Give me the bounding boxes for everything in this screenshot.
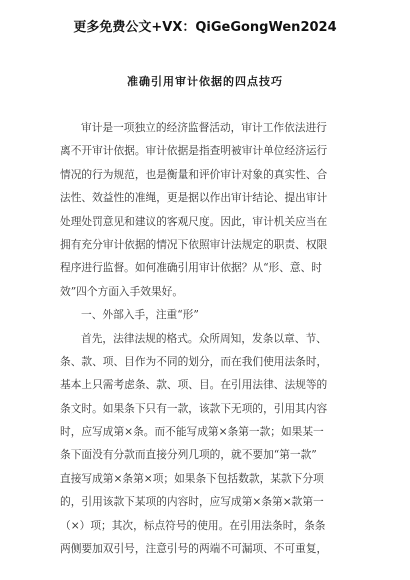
paragraph-line: 的，引用该款下某项的内容时，应写成第×条第×款第一 [60, 495, 324, 509]
paragraph-line: 程序进行监督。如何准确引用审计依据？从“形、意、时 [60, 261, 322, 275]
paragraph-line: 处理处罚意见和建议的客观尺度。因此，审计机关应当在 [60, 214, 328, 228]
paragraph-line: 条下面没有分款而直接分列几项的，就不要加“第一款” [60, 448, 317, 462]
paragraph-line: 情况的行为规范，也是衡量和评价审计对象的真实性、合 [60, 167, 328, 181]
paragraph-line: 首先，法律法规的格式。众所周知，发条以章、节、 [81, 331, 327, 345]
section-heading: 一、外部入手，注重“形” [81, 308, 199, 322]
paragraph-line: （×）项；其次，标点符号的使用。在引用法条时，条条 [60, 518, 326, 532]
paragraph-line: 离不开审计依据。审计依据是指查明被审计单位经济运行 [60, 144, 328, 158]
paragraph-line: 条文时。如果条下只有一款，该款下无项的，引用其内容 [60, 401, 328, 415]
paragraph-line: 条、款、项、目作为不同的划分，而在我们使用法条时， [60, 354, 328, 368]
document-body [60, 116, 352, 560]
paragraph-line: 拥有充分审计依据的情况下依照审计法规定的职责、权限 [60, 237, 328, 251]
paragraph-line: 效”四个方面入手效果好。 [60, 284, 184, 298]
paragraph-line: 两侧要加双引号，注意引号的两端不可漏项、不可重复， [60, 542, 328, 556]
paragraph-line: 审计是一项独立的经济监督活动，审计工作依法进行 [81, 121, 327, 134]
paragraph-line: 基本上只需考虑条、款、项、目。在引用法律、法规等的 [60, 378, 328, 392]
paragraph-line: 法性、效益性的准绳，更是据以作出审计结论、提出审计 [60, 191, 328, 205]
paragraph-line: 时，应写成第×条。而不能写成第×条第一款；如果某一 [60, 425, 324, 439]
page-header: 更多免费公文+VX：QiGeGongWen2024 [73, 20, 337, 35]
paragraph-line: 直接写成第×条第×项；如果条下包括数款，某款下分项 [60, 471, 324, 485]
document-title: 准确引用审计依据的四点技巧 [127, 75, 283, 88]
